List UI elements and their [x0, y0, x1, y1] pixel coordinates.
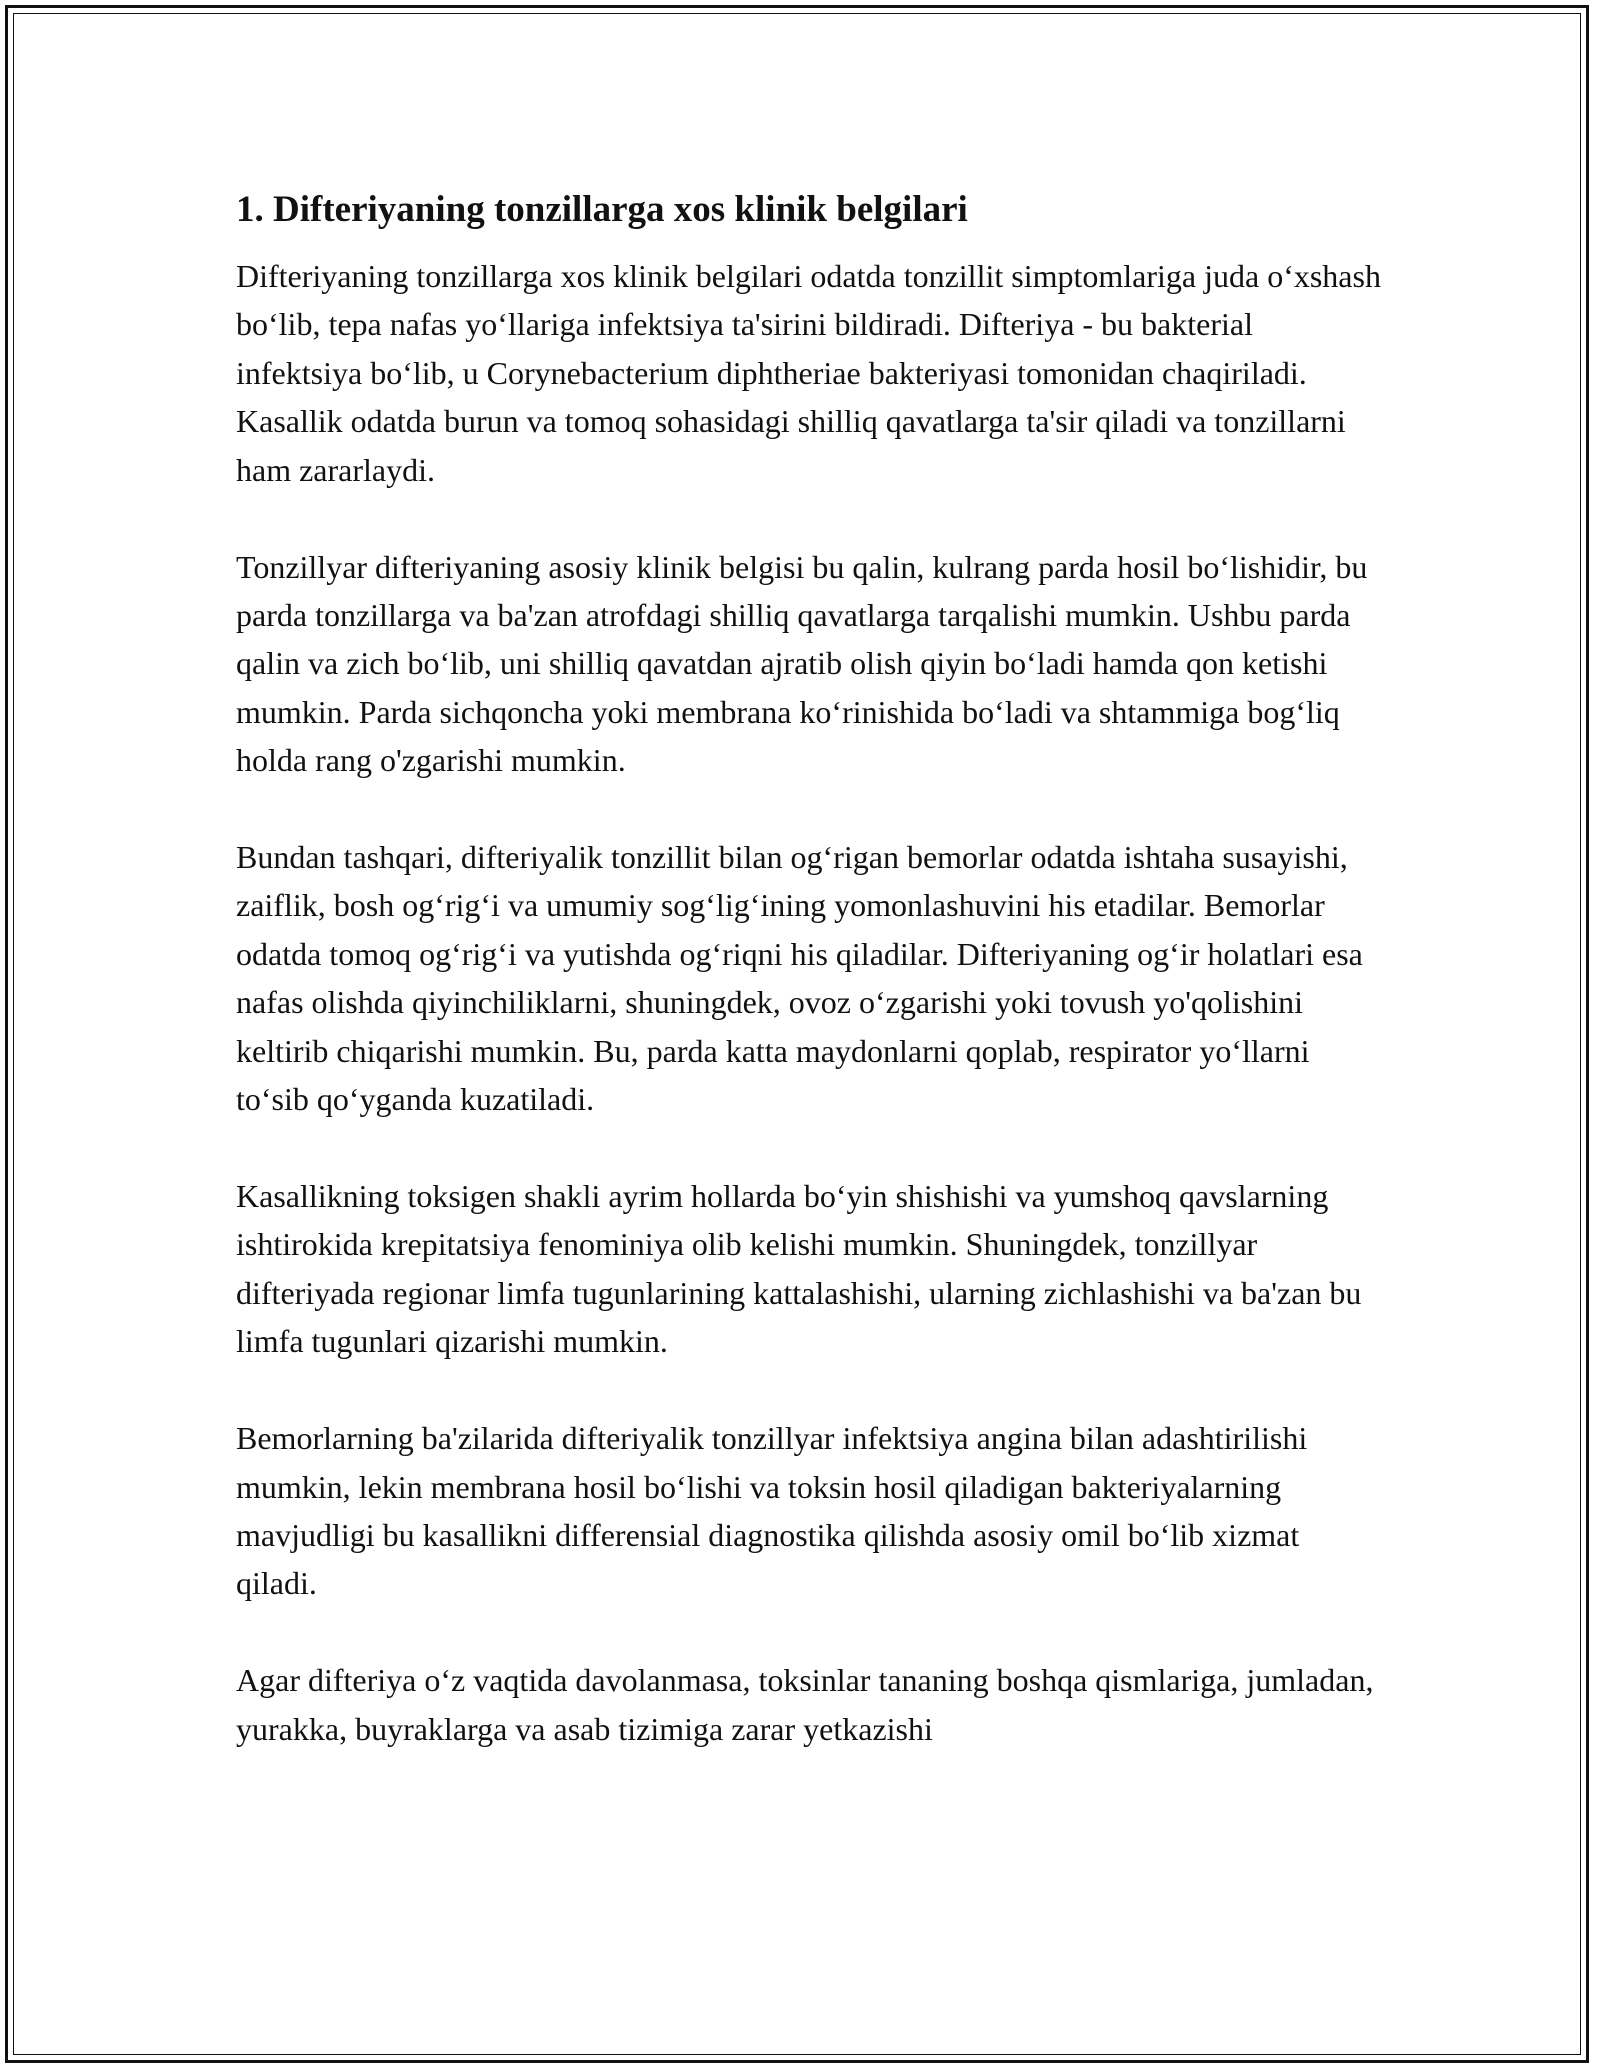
paragraph-6: Agar difteriya o‘z vaqtida davolanmasa, toksinlar tananing boshqa qismlariga, jumladan, yurakka, buyraklarga va asab tizimiga zarar yetkazishi: [236, 1662, 1374, 1747]
section-heading: 1. Difteriyaning tonzillarga xos klinik belgilari: [236, 189, 968, 230]
paragraph-3: Bundan tashqari, difteriyalik tonzillit bilan og‘rigan bemorlar odatda ishtaha susayishi, zaiflik, bosh og‘rig‘i va umumiy sog‘lig‘ining yomonlashuvini his etadilar. Bemorlar odatda tomoq og‘rig‘i va yutishda og‘riqni his qiladilar. Difteriyaning og‘ir holatlari esa nafas olishda qiyinchiliklarni, shuningdek, ovoz o‘zgarishi yoki tovush yo'qolishini keltirib chiqarishi mumkin. Bu, parda katta maydonlarni qoplab, respirator yo‘llarni to‘sib qo‘yganda kuzatiladi.: [236, 839, 1363, 1118]
paragraph-5: Bemorlarning ba'zilarida difteriyalik tonzillyar infektsiya angina bilan adashtirilishi mumkin, lekin membrana hosil bo‘lishi va toksin hosil qiladigan bakteriyalarning mavjudligi bu kasallikni differensial diagnostika qilishda asosiy omil bo‘lib xizmat qiladi.: [236, 1420, 1308, 1602]
paragraph-1: Difteriyaning tonzillarga xos klinik belgilari odatda tonzillit simptomlariga juda o‘xshash bo‘lib, tepa nafas yo‘llariga infektsiya ta'sirini bildiradi. Difteriya - bu bakterial infektsiya bo‘lib, u Corynebacterium diphtheriae bakteriyasi tomonidan chaqiriladi. Kasallik odatda burun va tomoq sohasidagi shilliq qavatlarga ta'sir qiladi va tonzillarni ham zararlaydi.: [236, 258, 1381, 488]
paragraph-4: Kasallikning toksigen shakli ayrim hollarda bo‘yin shishishi va yumshoq qavslarning ishtirokida krepitatsiya fenominiya olib kelishi mumkin. Shuningdek, tonzillyar difteriyada regionar limfa tugunlarining kattalashishi, ularning zichlashishi va ba'zan bu limfa tugunlari qizarishi mumkin.: [236, 1178, 1362, 1360]
paragraph-2: Tonzillyar difteriyaning asosiy klinik belgisi bu qalin, kulrang parda hosil bo‘lishidir, bu parda tonzillarga va ba'zan atrofdagi shilliq qavatlarga tarqalishi mumkin. Ushbu parda qalin va zich bo‘lib, uni shilliq qavatdan ajratib olish qiyin bo‘ladi hamda qon ketishi mumkin. Parda sichqoncha yoki membrana ko‘rinishida bo‘ladi va shtammiga bog‘liq holda rang o'zgarishi mumkin.: [236, 548, 1368, 779]
document-body: [236, 186, 1386, 1802]
